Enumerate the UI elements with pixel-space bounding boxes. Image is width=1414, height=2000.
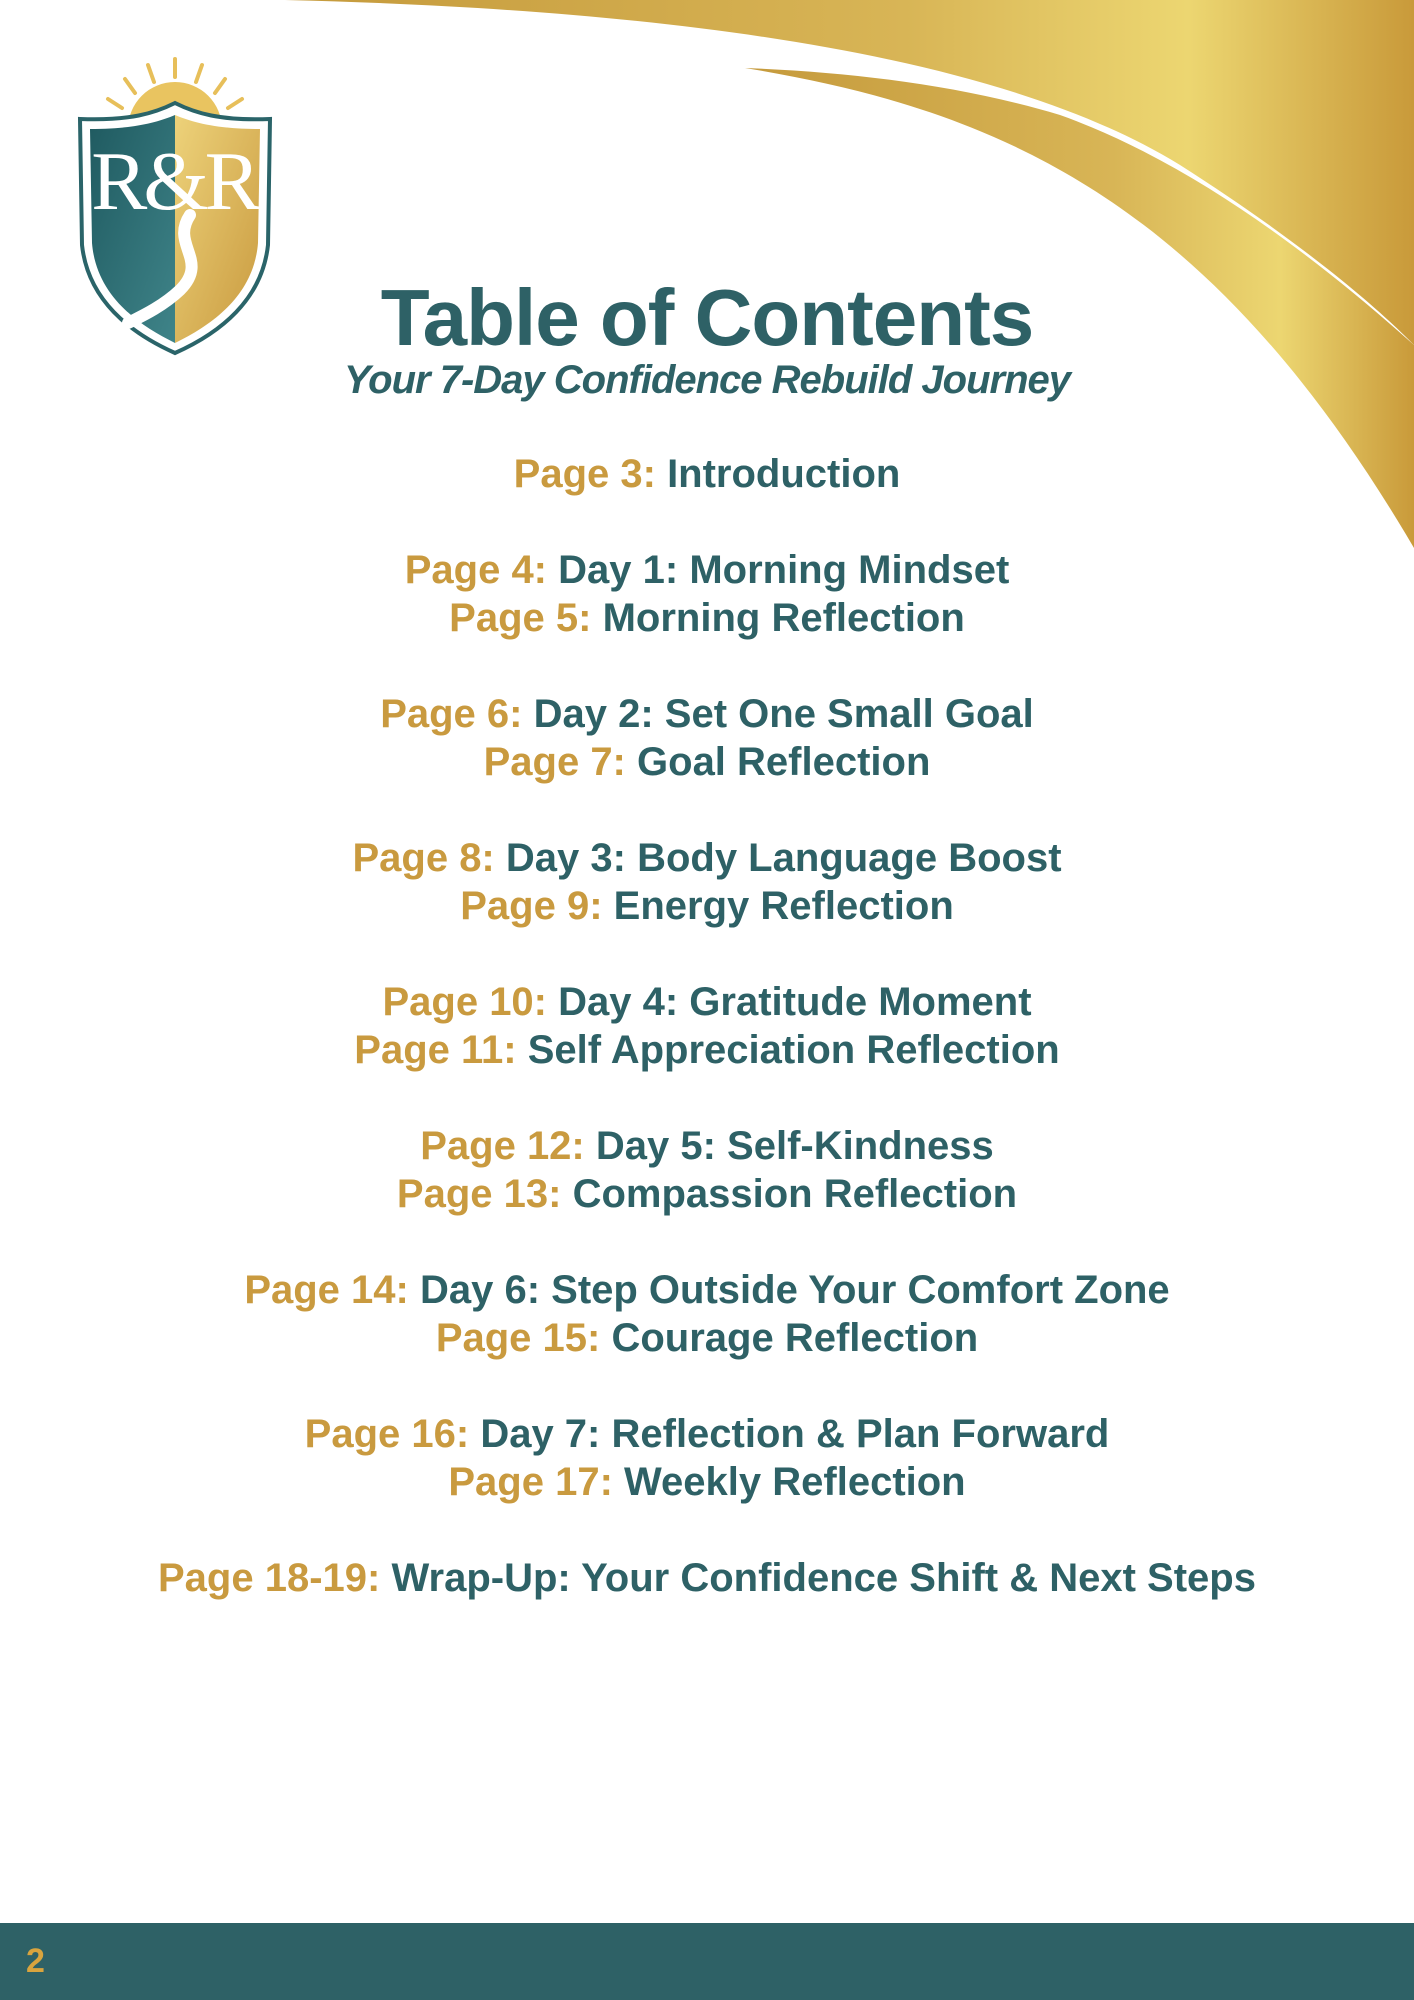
toc-page-label: Page 6: xyxy=(380,692,523,736)
toc-page-label: Page 14: xyxy=(244,1268,409,1312)
toc-group xyxy=(0,834,1414,930)
toc-group xyxy=(0,690,1414,786)
toc-page-label: Page 3: xyxy=(513,452,656,496)
toc-page-label: Page 15: xyxy=(435,1316,601,1360)
toc-group xyxy=(0,450,1414,498)
toc-page-label: Page 7: xyxy=(483,740,626,784)
toc-page-label: Page 12: xyxy=(420,1124,585,1168)
toc-entry xyxy=(0,1266,1414,1314)
toc-entry-title: Day 1: Morning Mindset xyxy=(558,548,1010,592)
toc-entry xyxy=(0,1458,1414,1506)
toc-group xyxy=(0,1122,1414,1218)
toc-entry-title: Introduction xyxy=(667,452,901,496)
toc-entry xyxy=(0,1170,1414,1218)
toc-entry-title: Wrap-Up: Your Confidence Shift & Next Steps xyxy=(391,1556,1256,1600)
toc-entry-title: Energy Reflection xyxy=(613,884,954,928)
table-of-contents xyxy=(0,450,1414,1650)
toc-page-label: Page 18-19: xyxy=(158,1556,381,1600)
toc-group xyxy=(0,1410,1414,1506)
toc-page-label: Page 17: xyxy=(448,1460,613,1504)
toc-page-label: Page 4: xyxy=(404,548,548,592)
toc-entry xyxy=(0,1410,1414,1458)
toc-page-label: Page 10: xyxy=(382,980,547,1024)
toc-entry xyxy=(0,978,1414,1026)
logo-monogram: R&R xyxy=(91,135,257,228)
toc-group xyxy=(0,1554,1414,1602)
toc-entry-title: Compassion Reflection xyxy=(572,1172,1018,1216)
toc-entry xyxy=(0,1314,1414,1362)
toc-entry xyxy=(0,738,1414,786)
toc-page-label: Page 16: xyxy=(304,1412,470,1456)
toc-entry xyxy=(0,1026,1414,1074)
toc-entry xyxy=(0,882,1414,930)
toc-entry xyxy=(0,546,1414,594)
page-title: Table of Contents xyxy=(380,273,1034,362)
toc-entry xyxy=(0,1122,1414,1170)
toc-page-label: Page 11: xyxy=(354,1028,517,1072)
toc-page-label: Page 8: xyxy=(352,836,495,880)
toc-entry xyxy=(0,834,1414,882)
toc-entry-title: Morning Reflection xyxy=(602,596,965,640)
toc-page-label: Page 5: xyxy=(449,596,592,640)
toc-entry-title: Weekly Reflection xyxy=(624,1460,966,1504)
toc-entry xyxy=(0,690,1414,738)
toc-entry-title: Day 2: Set One Small Goal xyxy=(533,692,1034,736)
toc-page-label: Page 9: xyxy=(460,884,603,928)
toc-entry-title: Day 4: Gratitude Moment xyxy=(558,980,1032,1024)
toc-entry xyxy=(0,1554,1414,1602)
toc-entry-title: Day 6: Step Outside Your Comfort Zone xyxy=(419,1268,1170,1312)
toc-entry-title: Goal Reflection xyxy=(637,740,931,784)
toc-entry-title: Day 3: Body Language Boost xyxy=(505,836,1062,880)
toc-entry xyxy=(0,594,1414,642)
toc-entry-title: Courage Reflection xyxy=(611,1316,979,1360)
page-subtitle: Your 7-Day Confidence Rebuild Journey xyxy=(343,358,1071,402)
toc-entry-title: Self Appreciation Reflection xyxy=(527,1028,1060,1072)
toc-entry-title: Day 5: Self-Kindness xyxy=(595,1124,994,1168)
footer-bar xyxy=(0,1923,1414,2000)
toc-entry-title: Day 7: Reflection & Plan Forward xyxy=(480,1412,1110,1456)
toc-page-label: Page 13: xyxy=(396,1172,562,1216)
toc-group xyxy=(0,978,1414,1074)
toc-entry xyxy=(0,450,1414,498)
page-number: 2 xyxy=(26,1942,45,1980)
toc-group xyxy=(0,1266,1414,1362)
toc-group xyxy=(0,546,1414,642)
